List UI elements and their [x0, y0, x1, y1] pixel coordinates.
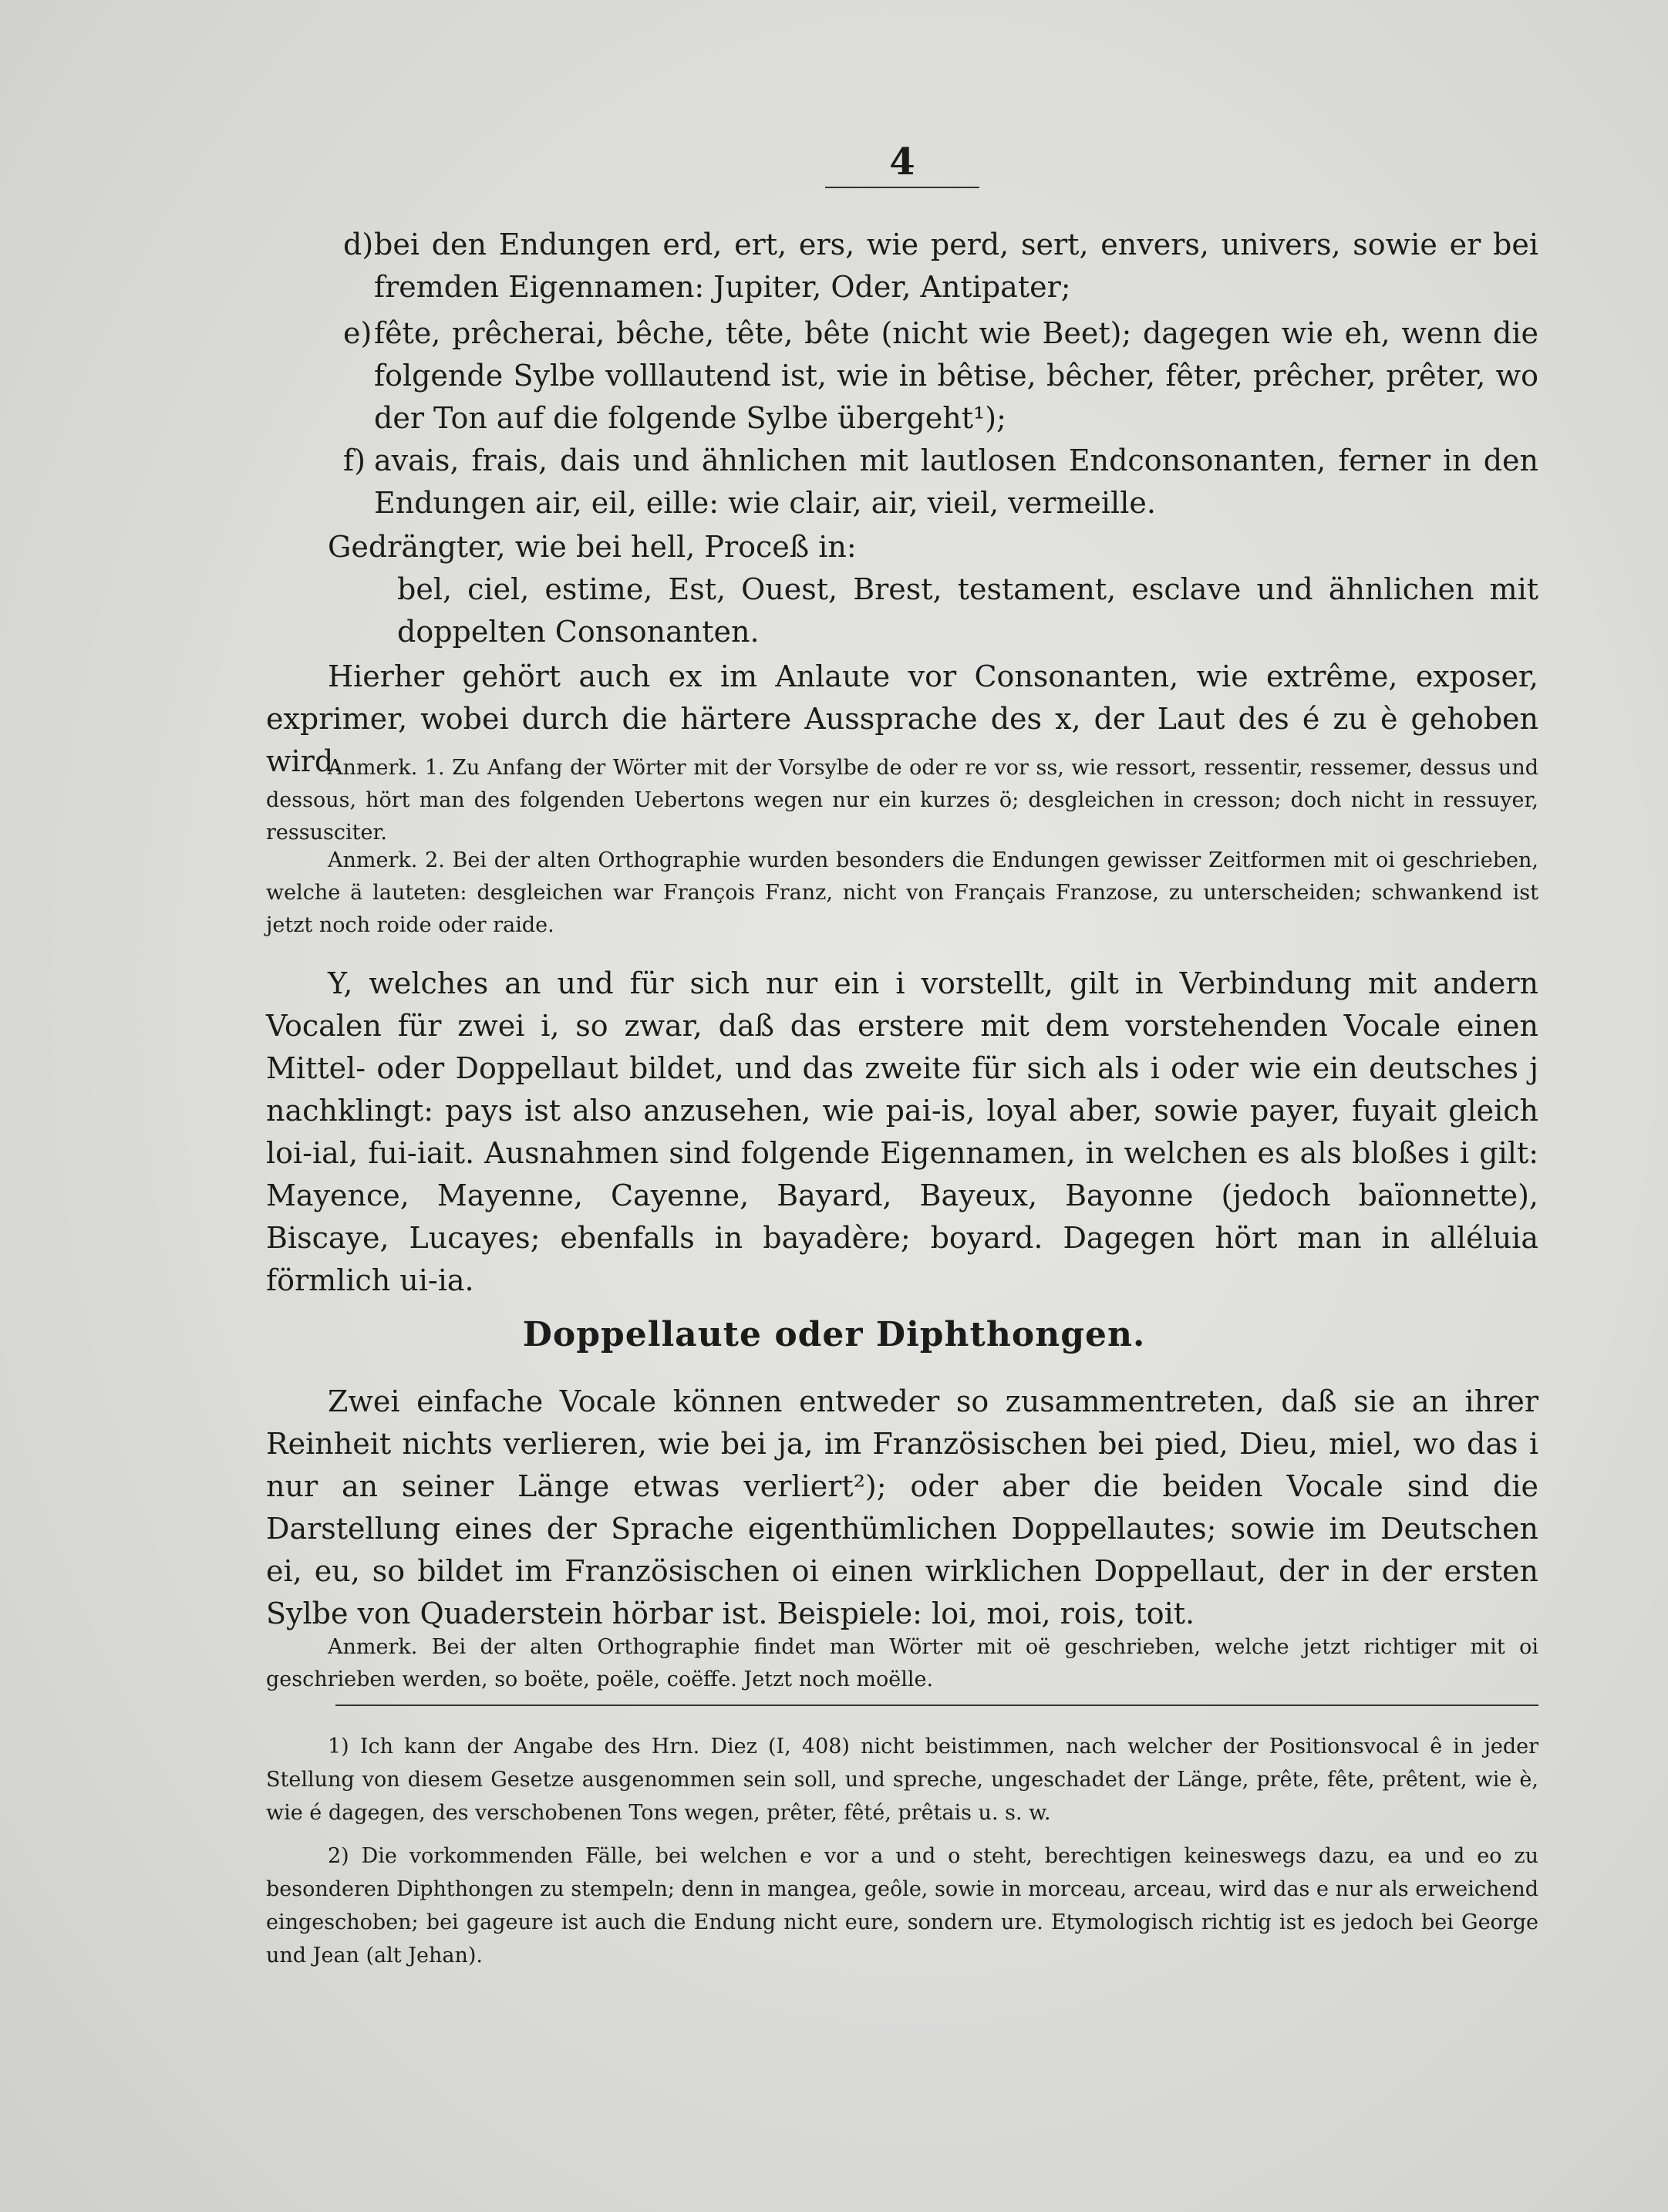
paragraph-text: Y, welches an und für sich nur ein i vorstellt, gilt in Verbindung mit andern Vocalen für zwei i, so zwar, daß das erstere mit dem vorstehenden Vocale einen Mittel- oder Doppellaut bildet, und das zweite für sich als i oder wie ein deutsches j nachklingt: pays ist also anzusehen, wie pai-is, loyal aber, sowie payer, fuyait gleich loi-ial, fui-iait. Ausnahmen sind folgende Eigennamen, in welchen es als bloßes i gilt: Mayence, Mayenne, Cayenne, Bayard, Bayeux, Bayonne (jedoch baïonnette), Biscaye, Lucayes; ebenfalls in bayadère; boyard. Dagegen hört man in alléluia förmlich ui-ia.: [266, 966, 1538, 1297]
header-rule: [825, 187, 979, 188]
list-item-text: avais, frais, dais und ähnlichen mit lautlosen Endconsonanten, ferner in den Endungen air, eil, eille: wie clair, air, vieil, vermeille.: [374, 443, 1538, 520]
list-marker: e): [343, 316, 372, 350]
list-item-text: fête, prêcherai, bêche, tête, bête (nicht wie Beet); dagegen wie eh, wenn die folgende Sylbe volllautend ist, wie in bêtise, bêcher, fêter, prêcher, prêter, wo der Ton auf die folgende Sylbe übergeht¹);: [374, 316, 1538, 435]
footnote-1: [266, 1730, 1538, 1829]
list-item-e: [266, 312, 1538, 440]
list-marker: f): [343, 443, 366, 477]
paragraph-text: Zwei einfache Vocale können entweder so zusammentreten, daß sie an ihrer Reinheit nichts verlieren, wie bei ja, im Französischen bei pied, Dieu, miel, wo das i nur an seiner Länge etwas verliert²); oder aber die beiden Vocale sind die Darstellung eines der Sprache eigenthümlichen Doppellautes; sowie im Deutschen ei, eu, so bildet im Französischen oi einen wirklichen Doppellaut, der in der ersten Sylbe von Quaderstein hörbar ist. Beispiele: loi, moi, rois, toit.: [266, 1384, 1538, 1630]
note-text: Anmerk. 2. Bei der alten Orthographie wurden besonders die Endungen gewisser Zeitformen mit oi geschrieben, welche ä lauteten: desgleichen war François Franz, nicht von Français Franzose, zu unterscheiden; schwankend ist jetzt noch roide oder raide.: [266, 848, 1538, 937]
paragraph-line: Gedrängter, wie bei hell, Proceß in:: [328, 530, 857, 564]
note-3: [266, 1631, 1538, 1696]
list-item-text: bei den Endungen erd, ert, ers, wie perd, sert, envers, univers, sowie er bei fremden Eigennamen: Jupiter, Oder, Antipater;: [374, 228, 1538, 304]
paragraph-text: Hierher gehört auch ex im Anlaute vor Consonanten, wie extrême, exposer, exprimer, wobei durch die härtere Aussprache des x, der Laut des é zu è gehoben wird.: [266, 659, 1538, 778]
footnote-text: 1) Ich kann der Angabe des Hrn. Diez (I, 408) nicht beistimmen, nach welcher der Positionsvocal ê in jeder Stellung von diesem Gesetze ausgenommen sein soll, und spreche, ungeschadet der Länge, prête, fête, prêtent, wie è, wie é dagegen, des verschobenen Tons wegen, prêter, fêté, prêtais u. s. w.: [266, 1735, 1538, 1825]
section-heading: Doppellaute oder Diphthongen.: [522, 1315, 1146, 1354]
footnote-rule: [335, 1705, 1538, 1706]
page-number: 4: [889, 140, 915, 184]
paragraph-y: [266, 963, 1538, 1302]
note-text: Anmerk. Bei der alten Orthographie findet man Wörter mit oë geschrieben, welche jetzt richtiger mit oi geschrieben werden, so boëte, poële, coëffe. Jetzt noch moëlle.: [266, 1635, 1538, 1691]
example-text: bel, ciel, estime, Est, Ouest, Brest, testament, esclave und ähnlichen mit doppelten Consonanten.: [397, 572, 1538, 649]
note-2: [266, 845, 1538, 942]
footnote-text: 2) Die vorkommenden Fälle, bei welchen e vor a und o steht, berechtigen keineswegs dazu, ea und eo zu besonderen Diphthongen zu stempeln; denn in mangea, geôle, sowie in morceau, arceau, wird das e nur als erweichend eingeschoben; bei gageure ist auch die Endung nicht eure, sondern ure. Etymologisch richtig ist es jedoch bei George und Jean (alt Jehan).: [266, 1844, 1538, 1968]
footnote-2: [266, 1839, 1538, 1972]
list-marker: d): [343, 228, 374, 261]
list-item-d: [266, 224, 1538, 309]
note-text: Anmerk. 1. Zu Anfang der Wörter mit der Vorsylbe de oder re vor ss, wie ressort, ressentir, ressemer, dessus und dessous, hört man des folgenden Uebertons wegen nur ein kurzes ö; desgleichen in cresson; doch nicht in ressuyer, ressusciter.: [266, 756, 1538, 845]
note-1: [266, 752, 1538, 849]
list-item-f: [266, 440, 1538, 524]
paragraph-diphthongs: [266, 1381, 1538, 1635]
paragraph-gedraengter: [266, 526, 1538, 653]
